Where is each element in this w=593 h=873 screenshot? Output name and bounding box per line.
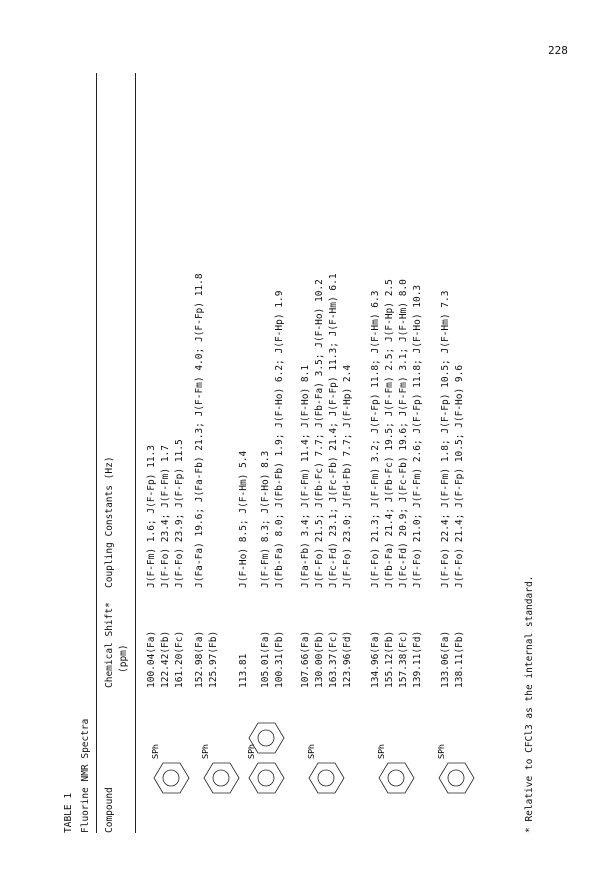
- col-coupling: Coupling Constants (Hz): [104, 456, 115, 588]
- structure-5: [379, 763, 414, 793]
- structure-1: [154, 763, 189, 793]
- coupling-cell: J(F-Fo) 21.4; J(F-Fp) 10.5; J(F-Ho) 9.6: [454, 364, 465, 588]
- table-label: TABLE 1: [63, 792, 74, 833]
- coupling-cell: J(Fa-Fa) 19.6; J(Fa-Fb) 21.3; J(F-Fm) 4.0; J(F-Fp) 11.8: [194, 273, 205, 588]
- shift-cell: 125.97(Fb): [208, 630, 219, 688]
- shift-cell: 113.81: [238, 653, 249, 688]
- top-rule: [96, 73, 97, 833]
- col-shift-unit: (ppm): [118, 644, 129, 673]
- label-sph-1: SPh: [151, 744, 160, 759]
- table-title: Fluorine NMR Spectra: [80, 718, 91, 833]
- shift-cell: 139.11(Fd): [412, 630, 423, 688]
- shift-cell: 100.04(Fa): [146, 630, 157, 688]
- coupling-cell: J(F-Fo) 23.0; J(Fd-Fb) 7.7; J(F-Hp) 2.4: [342, 364, 353, 588]
- coupling-cell: J(F-Fo) 21.0; J(F-Fm) 2.6; J(F-Fp) 11.8; J(F-Ho) 10.3: [412, 284, 423, 588]
- shift-cell: 105.01(Fa): [260, 630, 271, 688]
- coupling-cell: J(F-Fo) 23.9; J(F-Fp) 11.5: [174, 439, 185, 588]
- label-sph-5: SPh: [377, 744, 386, 759]
- footnote: * Relative to CFCl3 as the internal standard.: [524, 575, 535, 833]
- shift-cell: 130.00(Fb): [314, 630, 325, 688]
- shift-cell: 133.06(Fa): [440, 630, 451, 688]
- coupling-cell: J(Fb-Fa) 8.0; J(Fb-Fb) 1.9; J(F-Ho) 6.2; J(F-Hp) 1.9: [274, 290, 285, 588]
- label-sph-3: SPh: [247, 744, 256, 759]
- shift-cell: 163.37(Fc): [328, 630, 339, 688]
- page-number: 228: [548, 44, 568, 57]
- coupling-cell: J(Fc-Fd) 20.9; J(Fc-Fb) 19.6; J(F-Fm) 3.1; J(F-Hm) 8.0: [398, 279, 409, 588]
- label-sph-4: SPh: [307, 744, 316, 759]
- shift-cell: 134.96(Fa): [370, 630, 381, 688]
- coupling-cell: J(F-Fm) 8.3; J(F-Ho) 8.3: [260, 450, 271, 588]
- label-sph-2: SPh: [201, 744, 210, 759]
- rotated-table: [0, 33, 593, 873]
- coupling-cell: J(Fb-Fa) 21.4; J(Fb-Fc) 19.5; J(F-Fm) 2.5; J(F-Hp) 2.5: [384, 279, 395, 588]
- shift-cell: 157.38(Fc): [398, 630, 409, 688]
- shift-cell: 161.20(Fc): [174, 630, 185, 688]
- coupling-cell: J(F-Fo) 22.4; J(F-Fm) 1.8; J(F-Fp) 10.5; J(F-Hm) 7.3: [440, 290, 451, 588]
- structure-6: [439, 763, 474, 793]
- header-rule: [135, 73, 136, 833]
- shift-cell: 100.31(Fb): [274, 630, 285, 688]
- coupling-cell: J(F-Fm) 1.6; J(F-Fp) 11.3: [146, 445, 157, 588]
- col-compound: Compound: [104, 787, 115, 833]
- shift-cell: 155.12(Fb): [384, 630, 395, 688]
- shift-cell: 123.96(Fd): [342, 630, 353, 688]
- shift-cell: 122.42(Fb): [160, 630, 171, 688]
- structure-2: [204, 763, 239, 793]
- col-shift: Chemical Shift*: [104, 602, 115, 688]
- shift-cell: 138.11(Fb): [454, 630, 465, 688]
- coupling-cell: J(Fc-Fd) 23.1; J(Fc-Fb) 21.4; J(F-Fp) 11.3; J(F-Hm) 6.1: [328, 273, 339, 588]
- coupling-cell: J(F-Fo) 21.3; J(F-Fm) 3.2; J(F-Fp) 11.8; J(F-Hm) 6.3: [370, 290, 381, 588]
- structure-4: [309, 763, 344, 793]
- coupling-cell: J(F-Fo) 23.4; J(F-Fm) 1.7: [160, 445, 171, 588]
- coupling-cell: J(F-Ho) 8.5; J(F-Hm) 5.4: [238, 450, 249, 588]
- shift-cell: 152.98(Fa): [194, 630, 205, 688]
- label-sph-6: SPh: [437, 744, 446, 759]
- structure-column: [138, 693, 518, 833]
- coupling-cell: J(F-Fo) 21.5; J(Fb-Fc) 7.7; J(Fb-Fa) 3.5; J(F-Ho) 10.2: [314, 279, 325, 588]
- shift-cell: 107.66(Fa): [300, 630, 311, 688]
- coupling-cell: J(Fa-Fb) 3.4; J(F-Fm) 11.4; J(F-Ho) 8.1: [300, 364, 311, 588]
